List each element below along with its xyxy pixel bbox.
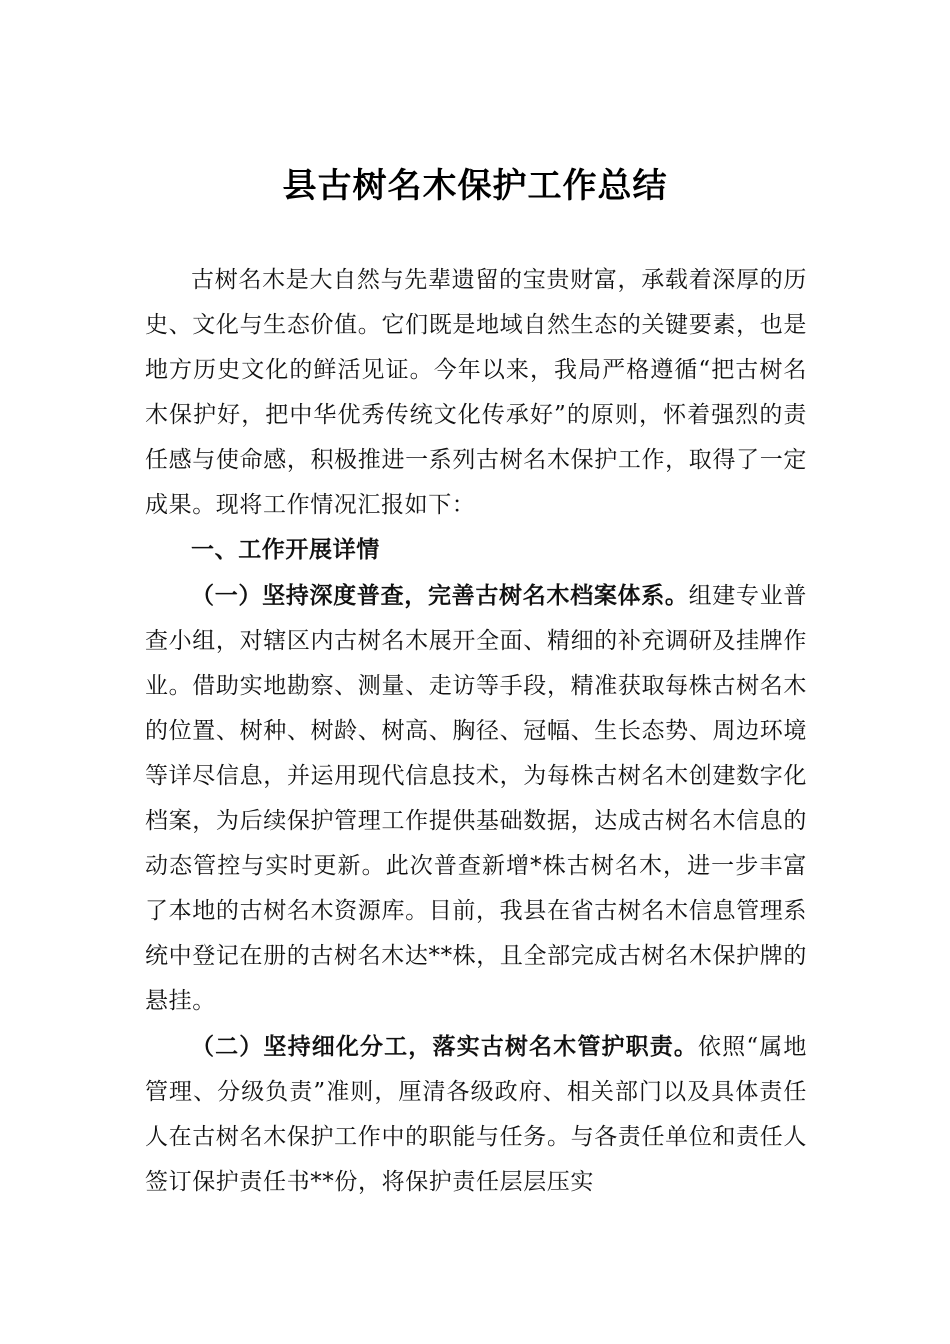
- document-title: 县古树名木保护工作总结: [282, 166, 668, 206]
- paragraph-item-2: [145, 1024, 807, 1205]
- item-2-lead: （二）坚持细化分工，落实古树名木管护职责。: [191, 1033, 699, 1060]
- paragraph-item-1: [145, 573, 807, 1024]
- intro-paragraph: 古树名木是大自然与先辈遗留的宝贵财富，承载着深厚的历史、文化与生态价值。它们既是地域自然生态的关键要素，也是地方历史文化的鲜活见证。今年以来，我局严格遵循“把古树名木保护好，把中华优秀传统文化传承好”的原则，怀着强烈的责任感与使命感，积极推进一系列古树名木保护工作，取得了一定成果。现将工作情况汇报如下：: [145, 267, 807, 518]
- item-2-text: 依照“属地管理、分级负责”准则，厘清各级政府、相关部门以及具体责任人在古树名木保护工作中的职能与任务。与各责任单位和责任人签订保护责任书**份，将保护责任层层压实: [145, 1034, 807, 1195]
- item-1-lead: （一）坚持深度普查，完善古树名木档案体系。: [191, 582, 689, 609]
- document-body: [145, 258, 807, 1205]
- section-heading: 一、工作开展详情: [191, 537, 380, 563]
- item-1-text: 组建专业普查小组，对辖区内古树名木展开全面、精细的补充调研及挂牌作业。借助实地勘察、测量、走访等手段，精准获取每株古树名木的位置、树种、树龄、树高、胸径、冠幅、生长态势、周边环境等详尽信息，并运用现代信息技术，为每株古树名木创建数字化档案，为后续保护管理工作提供基础数据，达成古树名木信息的动态管控与实时更新。此次普查新增*株古树名木，进一步丰富了本地的古树名木资源库。目前，我县在省古树名木信息管理系统中登记在册的古树名木达**株，且全部完成古树名木保护牌的悬挂。: [145, 583, 807, 1014]
